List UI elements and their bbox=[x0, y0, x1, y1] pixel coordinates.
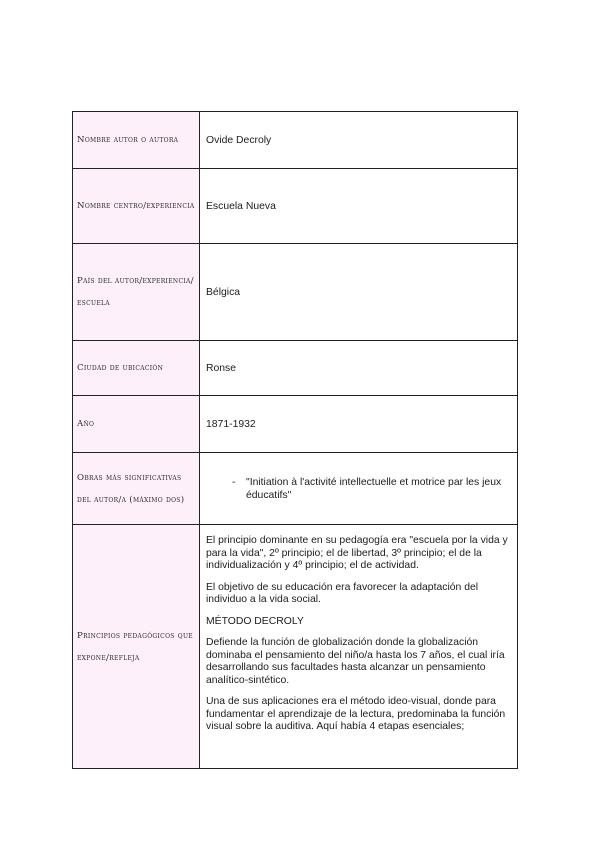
center-label: Nombre centro/experiencia bbox=[73, 169, 200, 244]
country-label: País del autor/experiencia/ escuela bbox=[73, 244, 200, 341]
country-value: Bélgica bbox=[200, 244, 518, 341]
works-list bbox=[206, 476, 511, 502]
principles-paragraph: El principio dominante en su pedagogía era "escuela por la vida y para la vida", 2º principio; el de libertad, 3º principio; el de la individualización y 4º principio; el de actividad. bbox=[206, 535, 508, 571]
info-table bbox=[72, 111, 518, 769]
table-row bbox=[73, 525, 518, 769]
table-row bbox=[73, 244, 518, 341]
method-heading: MÉTODO DECROLY bbox=[206, 615, 304, 627]
year-label: Año bbox=[73, 396, 200, 453]
table-row bbox=[73, 396, 518, 453]
year-value: 1871-1932 bbox=[200, 396, 518, 453]
table-row bbox=[73, 453, 518, 525]
table-row bbox=[73, 169, 518, 244]
principles-value bbox=[200, 525, 518, 769]
center-value: Escuela Nueva bbox=[200, 169, 518, 244]
author-label: Nombre autor o autora bbox=[73, 112, 200, 169]
city-value: Ronse bbox=[200, 341, 518, 396]
table-row bbox=[73, 112, 518, 169]
city-label: Ciudad de ubicación bbox=[73, 341, 200, 396]
principles-paragraph: Una de sus aplicaciones era el método ideo-visual, donde para fundamentar el aprendizaje de la lectura, predominaba la función visual sobre la auditiva. Aquí había 4 etapas esenciales; bbox=[206, 696, 506, 732]
list-item: - "Initiation à l'activité intellectuelle et motrice par les jeux éducatifs" bbox=[232, 476, 511, 502]
table-row bbox=[73, 341, 518, 396]
principles-label: Principios pedagógicos que expone/refleja bbox=[73, 525, 200, 769]
principles-paragraph: El objetivo de su educación era favorecer la adaptación del individuo a la vida social. bbox=[206, 581, 479, 605]
author-value: Ovide Decroly bbox=[200, 112, 518, 169]
principles-paragraph: Defiende la función de globalización donde la globalización dominaba el pensamiento del niño/a hasta los 7 años, el cual iría desarrollando sus facultades hasta alcanzar un pensamiento analítico-sintético. bbox=[206, 637, 505, 686]
works-value bbox=[200, 453, 518, 525]
works-label: Obras más significativas del autor/a (máximo dos) bbox=[73, 453, 200, 525]
